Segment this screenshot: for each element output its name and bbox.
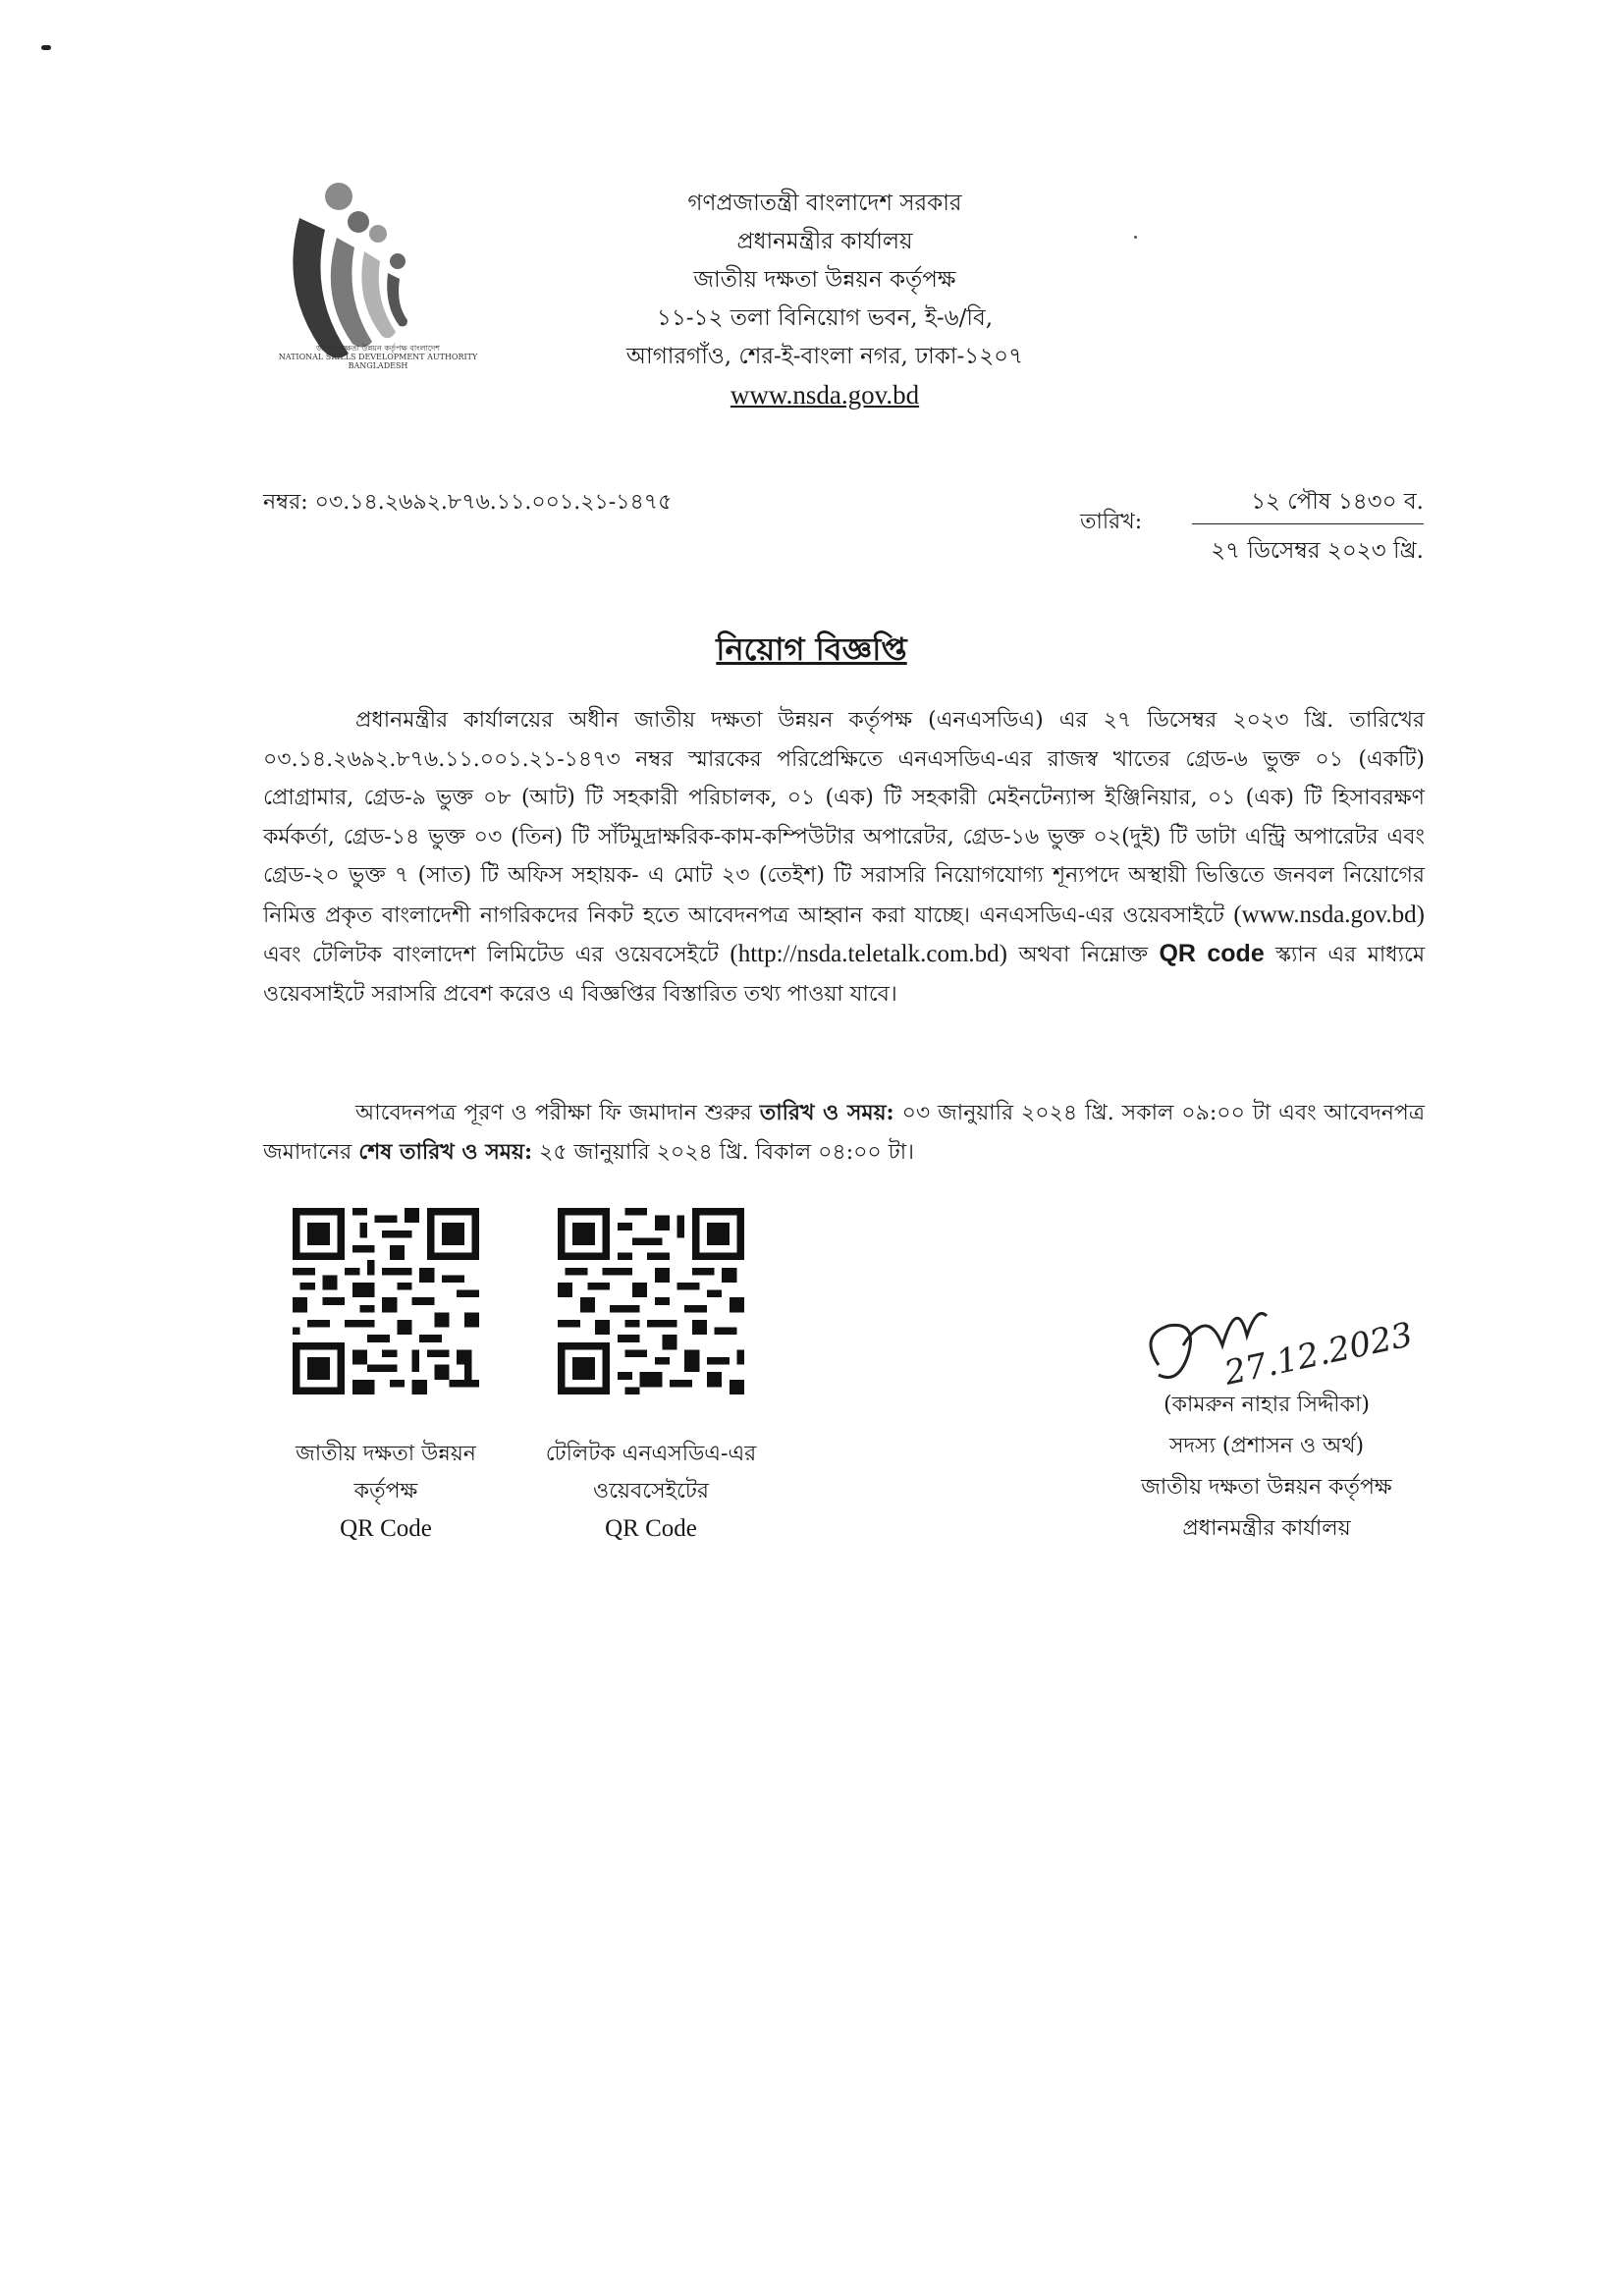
logo-head-1 — [325, 183, 352, 210]
letterhead-government: গণপ্রজাতন্ত্রী বাংলাদেশ সরকার — [687, 191, 962, 216]
signatory-name: (কামরুন নাহার সিদ্দীকা) — [1163, 1393, 1370, 1417]
letterhead-website-link[interactable]: www.nsda.gov.bd — [730, 380, 920, 410]
letterhead-office: প্রধানমন্ত্রীর কার্যালয় — [736, 229, 913, 254]
signature-date: 27.12.2023 — [1220, 1315, 1417, 1394]
notice-title-wrap — [0, 625, 1623, 678]
logo-figure-4 — [387, 273, 407, 326]
qr-caption-teletalk-line-2: ওয়েবসেইটের — [593, 1479, 709, 1503]
letterhead — [550, 185, 1100, 414]
paragraph-2-text-e: ২৫ জানুয়ারি ২০২৪ খ্রি. বিকাল ০৪:০০ টা। — [539, 1139, 914, 1165]
date-gregorian: ২৭ ডিসেম্বর ২০২৩ খ্রি. — [1211, 538, 1424, 564]
letterhead-address-2: আগারগাঁও, শের-ই-বাংলা নগর, ঢাকা-১২০৭ — [625, 344, 1024, 369]
end-date-label: শেষ তারিখ ও সময়: — [358, 1138, 533, 1165]
teletalk-website-link[interactable]: (http://nsda.teletalk.com.bd) — [730, 941, 1007, 967]
date-bangla: ১২ পৌষ ১৪৩০ ব. — [1192, 483, 1424, 524]
qr-caption-teletalk — [523, 1436, 779, 1548]
qr-caption-teletalk-line-3: QR Code — [605, 1515, 697, 1542]
logo-head-3 — [369, 225, 387, 243]
logo-caption — [275, 344, 481, 370]
paragraph-2-text-c: ০৩ জানুয়ারি ২০২৪ খ্রি. সকাল ০৯:০০ টা এবং আবেদনপত্র জমাদানের — [263, 1101, 1426, 1165]
letterhead-authority: জাতীয় দক্ষতা উন্নয়ন কর্তৃপক্ষ — [693, 267, 956, 293]
qr-caption-nsda — [258, 1436, 514, 1548]
notice-paragraph-1 — [263, 701, 1425, 1013]
scan-mark — [41, 45, 51, 50]
start-date-label: তারিখ ও সময়: — [759, 1100, 894, 1125]
signatory-organization: জাতীয় দক্ষতা উন্নয়ন কর্তৃপক্ষ — [1141, 1475, 1392, 1500]
signatory-block — [1070, 1385, 1463, 1550]
notice-title: নিয়োগ বিজ্ঞপ্তি — [716, 630, 907, 668]
teletalk-qr-code[interactable] — [558, 1208, 744, 1394]
logo-head-2 — [348, 211, 369, 233]
qr-caption-nsda-line-1: জাতীয় দক্ষতা উন্নয়ন — [296, 1442, 476, 1466]
nsda-website-link[interactable]: (www.nsda.gov.bd) — [1233, 901, 1426, 928]
notice-paragraph-2 — [263, 1094, 1425, 1172]
date-label: তারিখ: — [1080, 510, 1143, 534]
signatory-designation: সদস্য (প্রশাসন ও অর্থ) — [1168, 1434, 1365, 1458]
paragraph-2-text-a: আবেদনপত্র পূরণ ও পরীক্ষা ফি জমাদান শুরুর — [355, 1101, 752, 1125]
qr-caption-nsda-line-2: কর্তৃপক্ষ — [353, 1479, 418, 1503]
paragraph-1-text-d: স্ক্যান এর মাধ্যমে ওয়েবসাইটে সরাসরি প্রবেশ করেও এ বিজ্ঞপ্তির বিস্তারিত তথ্য পাওয়া যাবে। — [263, 943, 1426, 1007]
logo-caption-en: NATIONAL SKILLS DEVELOPMENT AUTHORITY BANGLADESH — [278, 353, 478, 370]
signatory-office: প্রধানমন্ত্রীর কার্যালয় — [1182, 1516, 1351, 1541]
paragraph-1-text-a: প্রধানমন্ত্রীর কার্যালয়ের অধীন জাতীয় দক্ষতা উন্নয়ন কর্তৃপক্ষ (এনএসডিএ) এর ২৭ ডিসেম্বর ২০২৩ খ্রি. তারিখের ০৩.১৪.২৬৯২.৮৭৬.১১.০০১.২১-১৪৭৩ নম্বর স্মারকের পরিপ্রেক্ষিতে এনএসডিএ-এর রাজস্ব খাতের গ্রেড-৬ ভুক্ত ০১ (একটি) প্রোগ্রামার, গ্রেড-৯ ভুক্ত ০৮ (আট) টি সহকারী পরিচালক, ০১ (এক) টি সহকারী মেইনটেন্যান্স ইঞ্জিনিয়ার, ০১ (এক) টি হিসাবরক্ষণ কর্মকর্তা, গ্রেড-১৪ ভুক্ত ০৩ (তিন) টি সাঁটমুদ্রাক্ষরিক-কাম-কম্পিউটার অপারেটর, গ্রেড-১৬ ভুক্ত ০২(দুই) টি ডাটা এন্ট্রি অপারেটর এবং গ্রেড-২০ ভুক্ত ৭ (সাত) টি অফিস সহায়ক- এ মোট ২৩ (তেইশ) টি সরাসরি নিয়োগযোগ্য শূন্যপদে অস্থায়ী ভিত্তিতে জনবল নিয়োগের নিমিত্ত প্রকৃত বাংলাদেশী নাগরিকদের নিকট হতে আবেদনপত্র আহ্বান করা যাচ্ছে। এনএসডিএ-এর ওয়েবসাইটে — [263, 708, 1425, 928]
logo-caption-bn: জাতীয় দক্ষতা উন্নয়ন কর্তৃপক্ষ বাংলাদেশ — [315, 344, 441, 353]
qr-code-text: QR code — [1159, 940, 1265, 967]
scan-dot — [1134, 236, 1137, 239]
paragraph-1-text-b: এবং টেলিটক বাংলাদেশ লিমিটেড এর ওয়েবসেইটে — [263, 943, 719, 967]
logo-head-4 — [390, 253, 406, 269]
qr-caption-teletalk-line-1: টেলিটক এনএসডিএ-এর — [545, 1442, 757, 1466]
nsda-qr-code[interactable] — [293, 1208, 479, 1394]
paragraph-1-text-c: অথবা নিম্নোক্ত — [1018, 943, 1148, 967]
letterhead-address-1: ১১-১২ তলা বিনিয়োগ ভবন, ই-৬/বি, — [656, 305, 994, 331]
qr-caption-nsda-line-3: QR Code — [340, 1515, 432, 1542]
memo-number: নম্বর: ০৩.১৪.২৬৯২.৮৭৬.১১.০০১.২১-১৪৭৫ — [263, 490, 673, 515]
